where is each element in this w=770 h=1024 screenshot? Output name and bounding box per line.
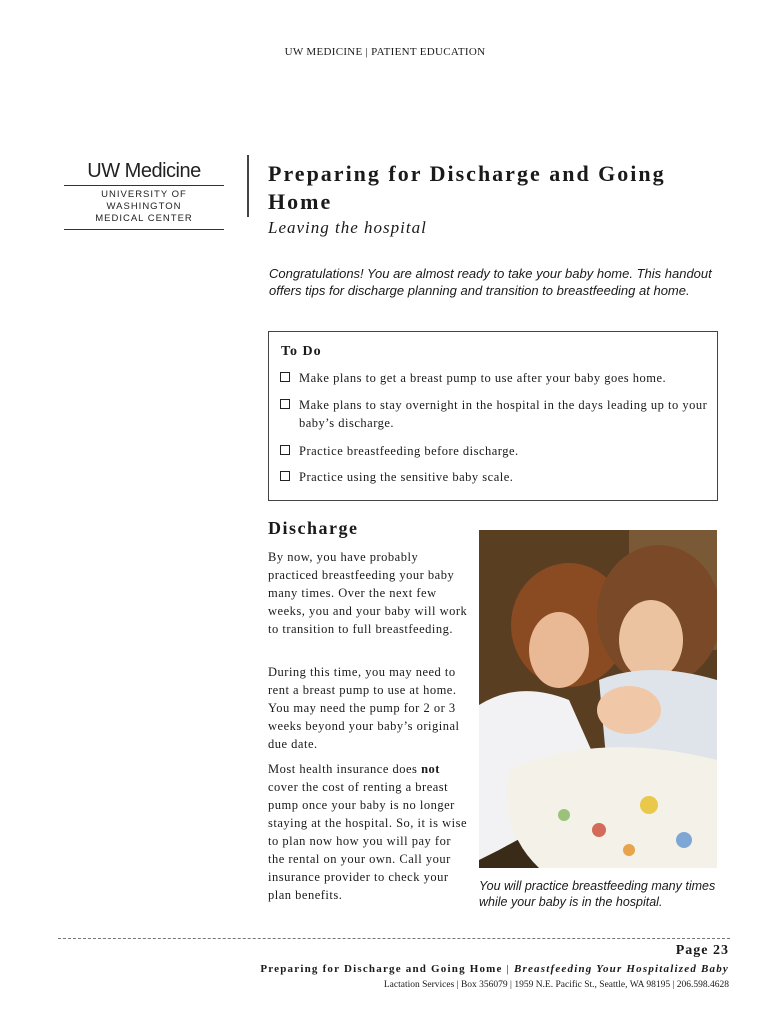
footer-separator: | xyxy=(502,963,514,975)
discharge-paragraph-2: During this time, you may need to rent a breast pump to use at home. You may need the pump for 2 or 3 weeks beyond your baby’s original due date. xyxy=(268,665,460,751)
discharge-heading: Discharge xyxy=(268,518,359,538)
p3-after: cover the cost of renting a breast pump once your baby is no longer staying at the hospital. So, it is wise to plan now how you will pay for the rental on your own. Call your insurance provider to check your plan benefits. xyxy=(268,780,468,902)
logo-rule xyxy=(64,185,224,186)
footer-series: Breastfeeding Your Hospitalized Baby xyxy=(513,963,729,975)
page-header: UW MEDICINE | PATIENT EDUCATION xyxy=(284,46,486,58)
p3-before: Most health insurance does xyxy=(268,762,422,776)
intro-paragraph: Congratulations! You are almost ready to take your baby home. This handout offers tips for discharge planning and transition to breastfeeding at home. xyxy=(269,266,712,298)
checkbox-icon xyxy=(280,445,290,455)
todo-box xyxy=(268,331,718,501)
todo-item xyxy=(279,369,709,387)
footer-address: Lactation Services | Box 356079 | 1959 N.E. Pacific St., Seattle, WA 98195 | 206.598.4628 xyxy=(383,980,729,990)
todo-item xyxy=(279,442,709,460)
checkbox-icon xyxy=(280,471,290,481)
footer-doc-title: Preparing for Discharge and Going Home xyxy=(260,963,503,975)
uw-medicine-logo xyxy=(64,160,224,230)
todo-item xyxy=(279,468,709,486)
logo-line-2: MEDICAL CENTER xyxy=(95,213,193,224)
todo-item-text: Make plans to get a breast pump to use after your baby goes home. xyxy=(299,371,667,385)
discharge-paragraph-3 xyxy=(268,760,468,904)
title-divider xyxy=(247,155,249,217)
breastfeeding-photo xyxy=(479,530,717,868)
logo-line-1: UNIVERSITY OF WASHINGTON xyxy=(101,189,187,212)
logo-rule-bottom xyxy=(64,229,224,230)
logo-brand: UW Medicine xyxy=(87,160,201,182)
checkbox-icon xyxy=(280,399,290,409)
page-title: Preparing for Discharge and Going Home xyxy=(268,161,666,214)
todo-item xyxy=(279,396,709,432)
discharge-paragraph-1: By now, you have probably practiced breastfeeding your baby many times. Over the next few weeks, you and your baby will work to transition to full breastfeeding. xyxy=(268,550,468,636)
footer-title-line xyxy=(260,963,729,975)
page-number: Page 23 xyxy=(675,943,729,958)
checkbox-icon xyxy=(280,372,290,382)
footer-divider xyxy=(58,938,730,939)
todo-item-text: Practice using the sensitive baby scale. xyxy=(299,470,514,484)
photo-illustration xyxy=(479,530,717,868)
todo-item-text: Practice breastfeeding before discharge. xyxy=(299,444,519,458)
p3-bold: not xyxy=(421,762,440,776)
page-subtitle: Leaving the hospital xyxy=(268,218,427,237)
todo-item-text: Make plans to stay overnight in the hospital in the days leading up to your baby’s discharge. xyxy=(299,398,708,430)
todo-title: To Do xyxy=(281,344,322,359)
photo-caption: You will practice breastfeeding many times while your baby is in the hospital. xyxy=(479,879,716,909)
